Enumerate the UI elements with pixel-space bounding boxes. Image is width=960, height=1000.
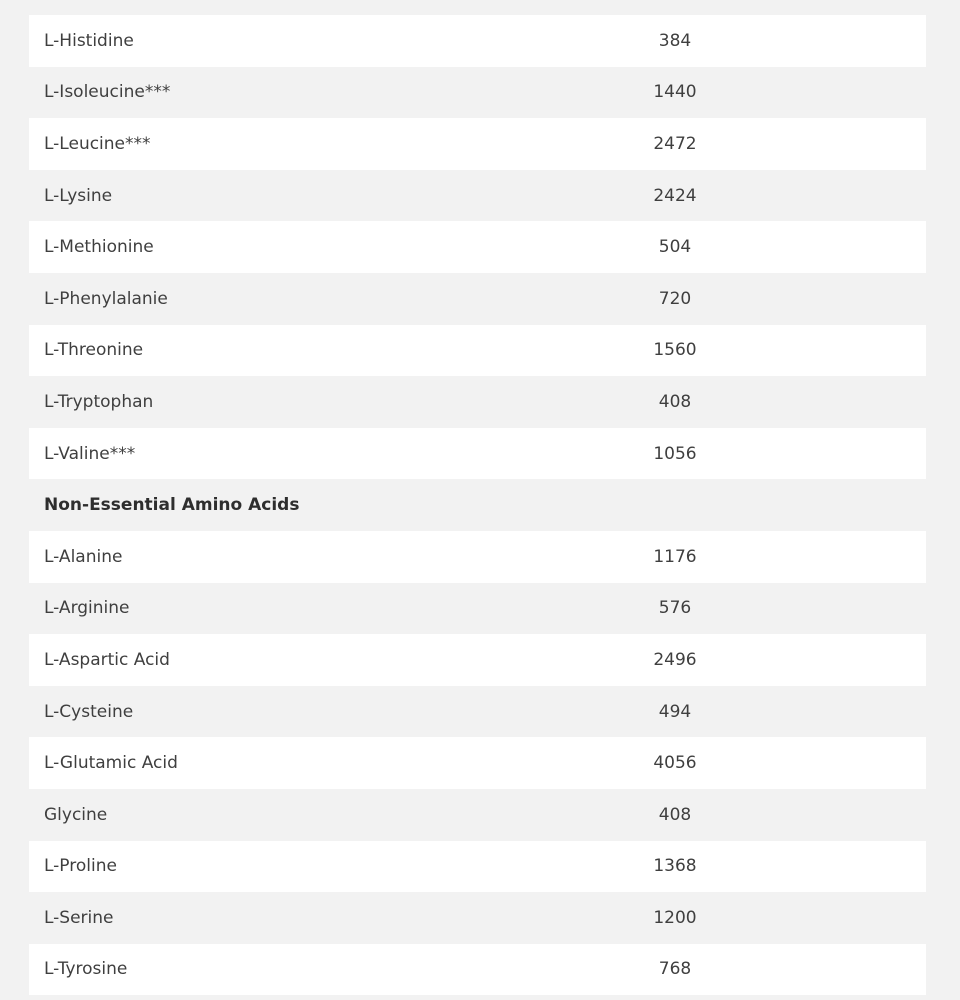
- amino-acid-name: L-Serine: [44, 907, 114, 928]
- table-row: [29, 325, 926, 377]
- table-row: [29, 376, 926, 428]
- amino-acid-value: 504: [658, 237, 692, 258]
- amino-acid-value: 4056: [653, 753, 697, 774]
- amino-acid-name: L-Histidine: [44, 30, 134, 51]
- amino-acid-name: L-Isoleucine***: [44, 82, 171, 103]
- table-row: [29, 583, 926, 635]
- table-row: [29, 15, 926, 67]
- table-row: [29, 841, 926, 893]
- amino-acid-name: L-Leucine***: [44, 133, 151, 154]
- amino-acid-value: 2424: [653, 185, 697, 206]
- amino-acid-value: 1368: [653, 856, 697, 877]
- table-top-edge: [29, 0, 926, 15]
- amino-acid-value: 2472: [653, 133, 697, 154]
- table-row: [29, 944, 926, 996]
- amino-acid-value: 720: [658, 288, 692, 309]
- amino-acid-value: 1440: [653, 82, 697, 103]
- amino-acid-table: [29, 15, 926, 995]
- table-row: [29, 273, 926, 325]
- amino-acid-name: L-Cysteine: [44, 701, 134, 722]
- table-row: [29, 170, 926, 222]
- table-row: [29, 67, 926, 119]
- amino-acid-name: L-Valine***: [44, 443, 136, 464]
- amino-acid-value: 384: [658, 30, 692, 51]
- amino-acid-value: 1056: [653, 443, 697, 464]
- table-row: [29, 531, 926, 583]
- amino-acid-value: 1176: [653, 546, 697, 567]
- amino-acid-name: L-Alanine: [44, 546, 123, 567]
- table-row: [29, 118, 926, 170]
- amino-acid-name: L-Tryptophan: [44, 391, 154, 412]
- amino-acid-name: L-Tyrosine: [44, 959, 128, 980]
- amino-acid-name: L-Threonine: [44, 340, 144, 361]
- amino-acid-name: L-Proline: [44, 856, 117, 877]
- amino-acid-value: 768: [658, 959, 692, 980]
- amino-acid-value: 494: [658, 701, 692, 722]
- amino-acid-name: L-Phenylalanie: [44, 288, 168, 309]
- amino-acid-value: 2496: [653, 649, 697, 670]
- table-row: [29, 789, 926, 841]
- table-row: [29, 221, 926, 273]
- amino-acid-name: L-Aspartic Acid: [44, 649, 170, 670]
- table-row: [29, 428, 926, 480]
- amino-acid-value: 408: [658, 804, 692, 825]
- table-row: [29, 892, 926, 944]
- section-heading-row: [29, 479, 926, 531]
- amino-acid-value: 408: [658, 391, 692, 412]
- amino-acid-name: L-Arginine: [44, 598, 130, 619]
- amino-acid-name: Glycine: [44, 804, 108, 825]
- amino-acid-name: L-Lysine: [44, 185, 113, 206]
- amino-acid-name: L-Methionine: [44, 237, 154, 258]
- table-row: [29, 634, 926, 686]
- amino-acid-value: 576: [658, 598, 692, 619]
- table-row: [29, 737, 926, 789]
- amino-acid-value: 1200: [653, 907, 697, 928]
- non-essential-heading: Non-Essential Amino Acids: [44, 495, 300, 516]
- amino-acid-name: L-Glutamic Acid: [44, 753, 178, 774]
- amino-acid-value: 1560: [653, 340, 697, 361]
- table-row: [29, 686, 926, 738]
